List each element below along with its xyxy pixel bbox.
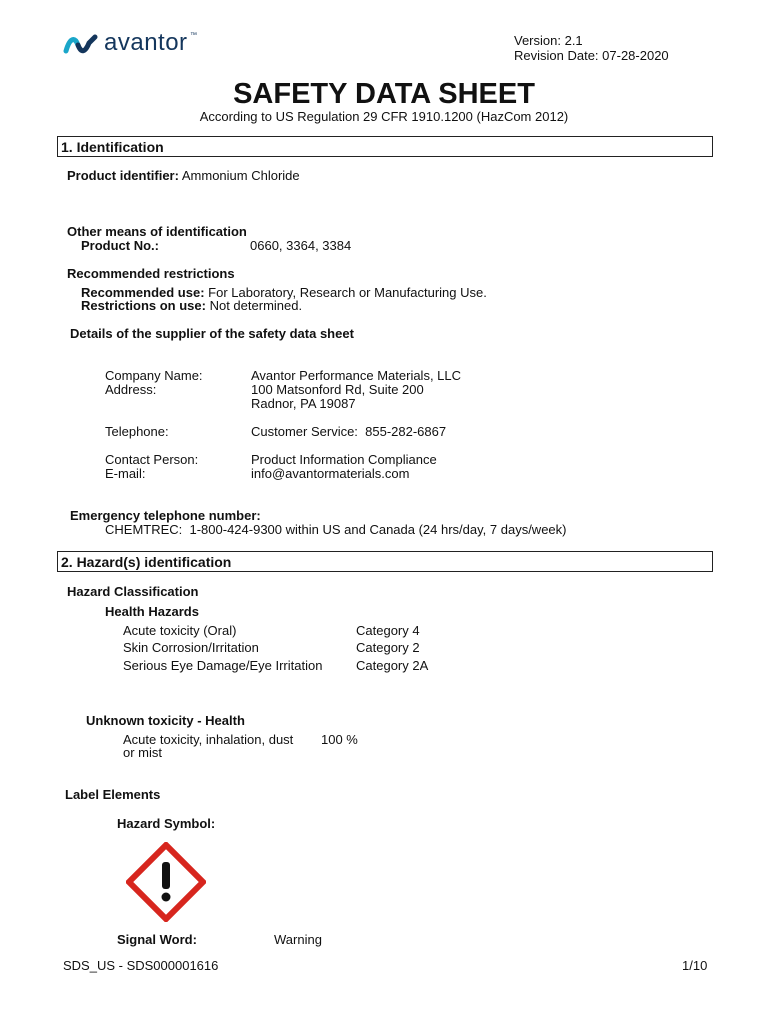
logo-wordmark: avantor xyxy=(104,29,188,56)
hazard-name: Skin Corrosion/Irritation xyxy=(123,640,259,655)
telephone-value: Customer Service: 855-282-6867 xyxy=(251,424,447,439)
company-value: Avantor Performance Materials, LLC xyxy=(251,368,462,383)
restrictions-value: Not determined. xyxy=(209,298,303,313)
unknown-toxicity-item-line1: Acute toxicity, inhalation, dust xyxy=(123,732,294,747)
telephone-label: Telephone: xyxy=(105,424,169,439)
other-means-heading: Other means of identification xyxy=(67,224,247,239)
logo-trademark: ™ xyxy=(190,32,197,39)
section-1-heading xyxy=(57,136,713,157)
hazard-category: Category 4 xyxy=(356,623,420,638)
hazard-name: Acute toxicity (Oral) xyxy=(123,623,237,638)
product-identifier-label: Product identifier: xyxy=(67,168,179,183)
product-no-label: Product No.: xyxy=(81,238,159,253)
emergency-value: CHEMTREC: 1-800-424-9300 within US and Canada (24 hrs/day, 7 days/week) xyxy=(105,522,567,537)
unknown-toxicity-value: 100 % xyxy=(321,732,358,747)
signal-word-label: Signal Word: xyxy=(117,932,197,947)
revision-date: Revision Date: 07-28-2020 xyxy=(514,48,669,63)
email-label: E-mail: xyxy=(105,466,146,481)
address-label: Address: xyxy=(105,382,157,397)
contact-label: Contact Person: xyxy=(105,452,199,467)
supplier-heading: Details of the supplier of the safety data sheet xyxy=(70,326,354,341)
hazard-name: Serious Eye Damage/Eye Irritation xyxy=(123,658,323,673)
product-no-value: 0660, 3364, 3384 xyxy=(250,238,352,253)
company-label: Company Name: xyxy=(105,368,203,383)
product-identifier-value: Ammonium Chloride xyxy=(181,168,300,183)
recommended-restrictions-heading: Recommended restrictions xyxy=(67,266,235,281)
health-hazards-heading: Health Hazards xyxy=(105,604,199,619)
emergency-label: Emergency telephone number: xyxy=(70,508,261,523)
recommended-use-label: Recommended use: xyxy=(81,285,205,300)
hazard-category: Category 2 xyxy=(356,640,420,655)
section-2-heading xyxy=(57,551,713,572)
document-subtitle: According to US Regulation 29 CFR 1910.1200 (HazCom 2012) xyxy=(199,109,569,124)
address-line2: Radnor, PA 19087 xyxy=(251,396,356,411)
email-value: info@avantormaterials.com xyxy=(251,466,410,481)
version: Version: 2.1 xyxy=(514,33,583,48)
document-title: SAFETY DATA SHEET xyxy=(233,78,535,110)
footer-doc-id: SDS_US - SDS000001616 xyxy=(63,958,219,973)
section-1-title: 1. Identification xyxy=(61,139,164,155)
footer-page-number: 1/10 xyxy=(682,958,708,973)
label-elements-heading: Label Elements xyxy=(65,787,161,802)
unknown-toxicity-heading: Unknown toxicity - Health xyxy=(86,713,245,728)
restrictions-on-use xyxy=(81,299,302,313)
hazard-category: Category 2A xyxy=(356,658,429,673)
signal-word-value: Warning xyxy=(274,932,322,947)
product-identifier xyxy=(67,169,300,183)
address-line1: 100 Matsonford Rd, Suite 200 xyxy=(251,382,424,397)
contact-value: Product Information Compliance xyxy=(251,452,437,467)
section-2-title: 2. Hazard(s) identification xyxy=(61,554,232,570)
hazard-classification-heading: Hazard Classification xyxy=(67,584,199,599)
avantor-logo-icon xyxy=(63,33,101,55)
unknown-toxicity-item-line2: or mist xyxy=(123,745,162,760)
restrictions-label: Restrictions on use: xyxy=(81,298,206,313)
recommended-use-value: For Laboratory, Research or Manufacturing Use. xyxy=(208,285,487,300)
hazard-symbol-label: Hazard Symbol: xyxy=(117,816,216,831)
exclamation-mark-pictogram-icon xyxy=(126,842,206,922)
